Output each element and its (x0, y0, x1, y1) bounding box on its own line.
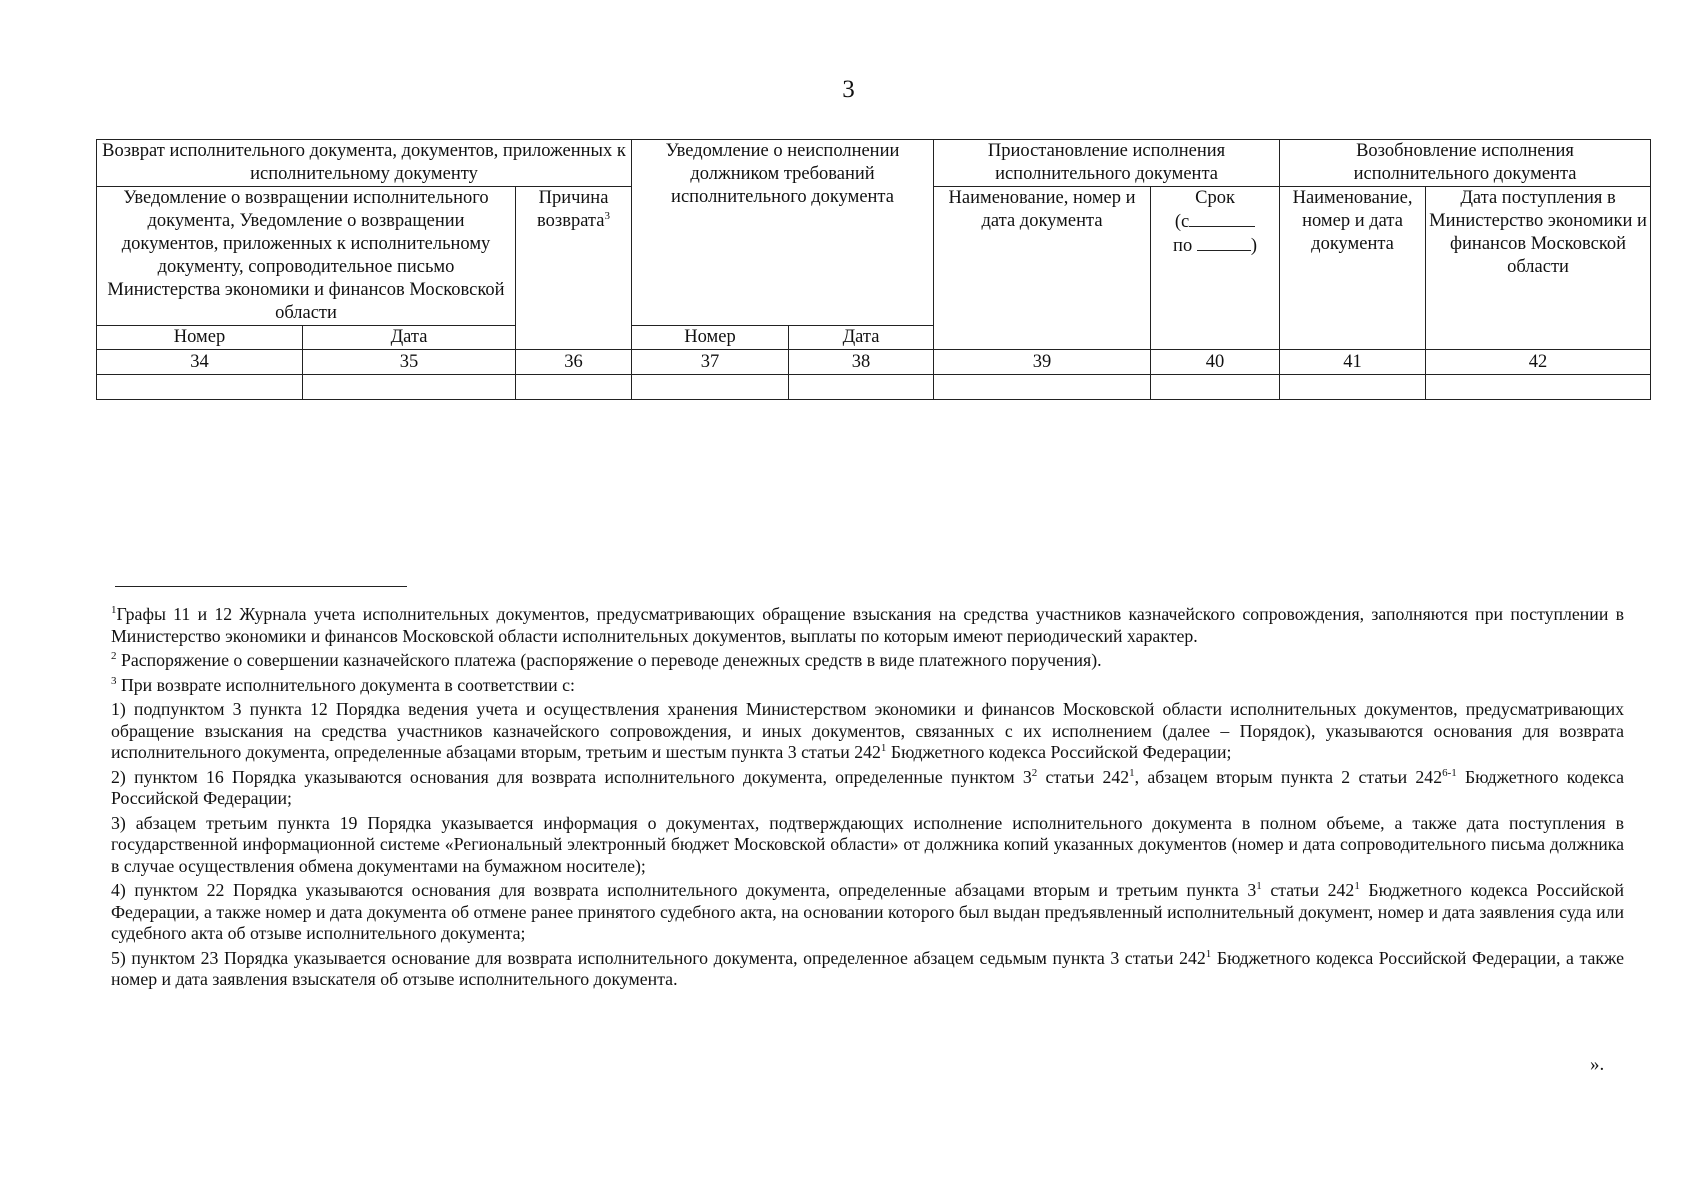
empty-cell (97, 375, 303, 400)
term-to-label: по (1173, 236, 1193, 256)
superscript: 1 (1205, 947, 1212, 960)
footnote-item-1 (111, 699, 1624, 764)
item-text: Бюджетного кодекса Российской Федерации; (111, 766, 1625, 808)
col-suspension-doc: Наименование, номер и дата документа (934, 187, 1151, 350)
item-text: 5) пунктом 23 Порядка указывается основание для возврата исполнительного документа, определенное абзацем седьмым пункта 3 статьи 242 (111, 947, 1206, 968)
empty-cell (789, 375, 934, 400)
group-suspension: Приостановление исполнения исполнительного документа (934, 140, 1280, 187)
col-number: 42 (1426, 350, 1651, 375)
sub-return-number: Номер (97, 326, 303, 350)
sub-notice-date: Дата (789, 326, 934, 350)
term-from (1153, 210, 1277, 234)
col-number: 41 (1280, 350, 1426, 375)
footnote-text: Распоряжение о совершении казначейского платежа (распоряжение о переводе денежных средств в виде платежного поручения). (120, 650, 1102, 670)
superscript: 6-1 (1442, 766, 1457, 779)
empty-cell (303, 375, 516, 400)
superscript: 1 (1354, 880, 1360, 892)
footnote-item-3 (111, 813, 1624, 878)
empty-cell (516, 375, 632, 400)
group-notice: Уведомление о неисполнении должником требований исполнительного документа (632, 140, 934, 326)
col-number: 35 (303, 350, 516, 375)
item-text: , абзацем вторым пункта 2 статьи 242 (1134, 766, 1443, 787)
col-number: 38 (789, 350, 934, 375)
term-title: Срок (1195, 188, 1235, 208)
item-text: 3) абзацем третьим пункта 19 Порядка указывается информация о документах, подтверждающих исполнение исполнительного документа в полном объеме, а также дата поступления в государственной информационной системе «Региональный электронный бюджет Московской области» от должника копий указанных документов (номер и дата сопроводительного письма должника в случае осуществления обмена документами на бумажном носителе); (111, 812, 1624, 876)
group-resumption: Возобновление исполнения исполнительного документа (1280, 140, 1651, 187)
footnote-1 (111, 604, 1624, 647)
footnote-item-2 (111, 767, 1624, 810)
footnote-mark: 1 (111, 604, 117, 616)
item-text: статьи 242 (1261, 880, 1355, 900)
empty-data-row (97, 375, 1651, 400)
term-from-blank (1189, 210, 1255, 227)
group-return: Возврат исполнительного документа, документов, приложенных к исполнительному документу (97, 140, 632, 187)
term-from-label: (с (1174, 212, 1190, 232)
col-resumption-doc: Наименование, номер и дата документа (1280, 187, 1426, 350)
item-text: статьи 242 (1037, 766, 1130, 787)
empty-cell (1151, 375, 1280, 400)
footnote-mark: 2 (111, 650, 117, 662)
col-number: 40 (1151, 350, 1280, 375)
col-return-notice: Уведомление о возвращении исполнительного документа, Уведомление о возвращении документов, приложенных к исполнительному документу, сопроводительное письмо Министерства экономики и финансов Московской области (97, 187, 516, 326)
col-term (1151, 187, 1280, 350)
superscript: 1 (1129, 766, 1135, 779)
term-to-blank (1197, 234, 1251, 251)
col-receipt-date: Дата поступления в Министерство экономики и финансов Московской области (1426, 187, 1651, 350)
col-number: 37 (632, 350, 789, 375)
superscript: 2 (1031, 766, 1038, 779)
superscript: 1 (880, 742, 887, 754)
empty-cell (934, 375, 1151, 400)
footnote-separator (115, 586, 407, 587)
footnote-3 (111, 675, 1624, 697)
item-text: Бюджетного кодекса Российской Федерации, а также номер и дата документа об отмене ранее принятого судебного акта, на основании которого был выдан предъявленный исполнительный документ, номер и дата заявления суда или судебного акта об отзыве исполнительного документа; (111, 880, 1624, 943)
item-text: Бюджетного кодекса Российской Федерации; (886, 742, 1232, 762)
item-text: 1) подпунктом 3 пункта 12 Порядка ведения учета и осуществления хранения Министерством экономики и финансов Московской области исполнительных документов, предусматривающих обращение взыскания на средства участников казначейского сопровождения, и иных документов, связанных с их исполнением (далее – Порядок), указываются основания для возврата исполнительного документа, определенные абзацами вторым, третьим и шестым пункта 3 статьи 242 (111, 699, 1624, 762)
footnote-mark: 3 (111, 674, 117, 687)
term-close: ) (1250, 236, 1257, 256)
superscript: 1 (1256, 880, 1262, 892)
footnote-text: Графы 11 и 12 Журнала учета исполнительных документов, предусматривающих обращение взыскания на средства участников казначейского сопровождения, заполняются при поступлении в Министерство экономики и финансов Московской области исполнительных документов, выплаты по которым имеют периодический характер. (111, 604, 1624, 646)
group-header-row (97, 140, 1651, 187)
col-reason (516, 187, 632, 350)
empty-cell (1426, 375, 1651, 400)
footnote-ref-3: 3 (604, 210, 610, 222)
empty-cell (1280, 375, 1426, 400)
sub-notice-number: Номер (632, 326, 789, 350)
page-number: 3 (842, 76, 855, 103)
term-to (1153, 234, 1277, 258)
item-text: Бюджетного кодекса Российской Федерации, а также номер и дата заявления взыскателя об отзыве исполнительного документа. (111, 947, 1624, 989)
col-number: 36 (516, 350, 632, 375)
sub-return-date: Дата (303, 326, 516, 350)
empty-cell (632, 375, 789, 400)
col-number: 34 (97, 350, 303, 375)
item-text: 2) пунктом 16 Порядка указываются основания для возврата исполнительного документа, определенные пунктом 3 (111, 766, 1032, 787)
footnote-item-5 (111, 948, 1624, 991)
footnote-item-4 (111, 880, 1624, 945)
item-text: 4) пунктом 22 Порядка указываются основания для возврата исполнительного документа, определенные абзацами вторым и третьим пункта 3 (111, 880, 1257, 900)
col-number: 39 (934, 350, 1151, 375)
footnote-text: При возврате исполнительного документа в соответствии с: (120, 674, 575, 695)
footnotes (111, 604, 1624, 994)
footnote-2 (111, 650, 1624, 672)
closing-quote: ». (1590, 1054, 1605, 1075)
column-number-row (97, 350, 1651, 375)
journal-table (96, 139, 1651, 400)
col-reason-text: Причина возврата (537, 188, 609, 231)
